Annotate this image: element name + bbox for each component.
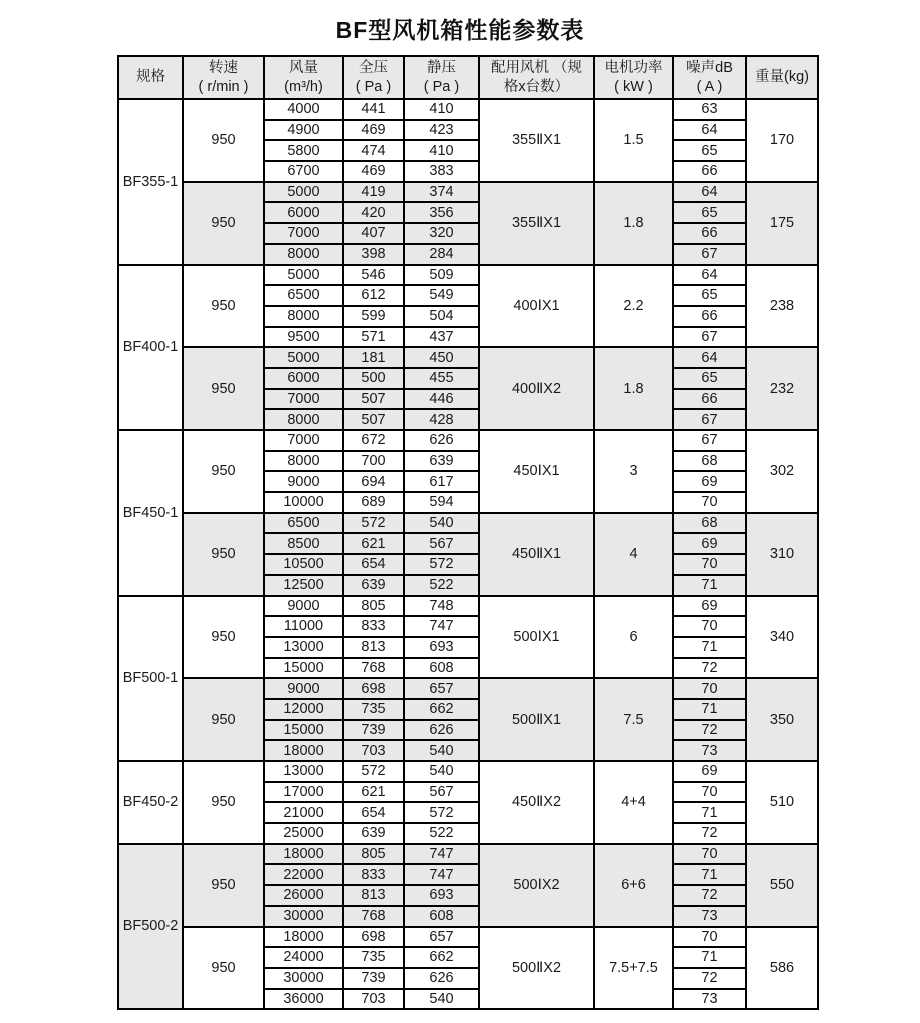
header-label: 静压 [427, 59, 456, 76]
flow-cell: 6500 [264, 513, 343, 534]
flow-cell: 9000 [264, 678, 343, 699]
flow-cell: 8000 [264, 451, 343, 472]
flow-cell: 6700 [264, 161, 343, 182]
noise-cell: 64 [673, 347, 746, 368]
weight-cell: 302 [746, 430, 818, 513]
noise-cell: 68 [673, 513, 746, 534]
static-pressure-cell: 522 [404, 575, 479, 596]
spec-cell: BF450-2 [118, 761, 183, 844]
header-label: ( r/min ) [198, 78, 249, 95]
header-label: 风量 [289, 59, 318, 76]
noise-cell: 71 [673, 637, 746, 658]
power-cell: 6 [594, 596, 673, 679]
noise-cell: 71 [673, 864, 746, 885]
table-row [118, 844, 818, 865]
static-pressure-cell: 572 [404, 802, 479, 823]
total-pressure-cell: 420 [343, 202, 404, 223]
fan-cell: 500ⅡX1 [479, 678, 594, 761]
header-label: 转速 [209, 59, 238, 76]
total-pressure-cell: 469 [343, 161, 404, 182]
noise-cell: 64 [673, 120, 746, 141]
header-label: 噪声dB [686, 59, 733, 76]
total-pressure-cell: 698 [343, 927, 404, 948]
total-pressure-cell: 698 [343, 678, 404, 699]
static-pressure-cell: 549 [404, 285, 479, 306]
noise-cell: 65 [673, 140, 746, 161]
spec-cell: BF500-1 [118, 596, 183, 762]
noise-cell: 71 [673, 575, 746, 596]
table-row [118, 761, 818, 782]
power-cell: 1.8 [594, 347, 673, 430]
noise-cell: 70 [673, 492, 746, 513]
noise-cell: 66 [673, 306, 746, 327]
total-pressure-cell: 621 [343, 782, 404, 803]
weight-cell: 238 [746, 265, 818, 348]
total-pressure-cell: 469 [343, 120, 404, 141]
header-cell-flow [264, 56, 343, 99]
speed-cell: 950 [183, 927, 264, 1010]
fan-cell: 400ⅡX2 [479, 347, 594, 430]
noise-cell: 70 [673, 678, 746, 699]
flow-cell: 9000 [264, 596, 343, 617]
static-pressure-cell: 662 [404, 947, 479, 968]
speed-cell: 950 [183, 513, 264, 596]
header-label: 全压 [359, 59, 388, 76]
noise-cell: 67 [673, 244, 746, 265]
noise-cell: 70 [673, 844, 746, 865]
noise-cell: 64 [673, 182, 746, 203]
noise-cell: 71 [673, 802, 746, 823]
static-pressure-cell: 662 [404, 699, 479, 720]
table-body [118, 99, 818, 1009]
noise-cell: 67 [673, 327, 746, 348]
flow-cell: 8000 [264, 409, 343, 430]
flow-cell: 17000 [264, 782, 343, 803]
flow-cell: 11000 [264, 616, 343, 637]
fan-cell: 450ⅡX1 [479, 513, 594, 596]
header-cell-spec [118, 56, 183, 99]
noise-cell: 65 [673, 202, 746, 223]
static-pressure-cell: 522 [404, 823, 479, 844]
flow-cell: 26000 [264, 885, 343, 906]
total-pressure-cell: 805 [343, 844, 404, 865]
total-pressure-cell: 703 [343, 989, 404, 1010]
flow-cell: 5000 [264, 265, 343, 286]
noise-cell: 70 [673, 554, 746, 575]
static-pressure-cell: 693 [404, 885, 479, 906]
noise-cell: 69 [673, 761, 746, 782]
spec-cell: BF355-1 [118, 99, 183, 265]
total-pressure-cell: 639 [343, 823, 404, 844]
total-pressure-cell: 689 [343, 492, 404, 513]
static-pressure-cell: 320 [404, 223, 479, 244]
power-cell: 2.2 [594, 265, 673, 348]
flow-cell: 24000 [264, 947, 343, 968]
total-pressure-cell: 500 [343, 368, 404, 389]
total-pressure-cell: 419 [343, 182, 404, 203]
flow-cell: 22000 [264, 864, 343, 885]
flow-cell: 8500 [264, 533, 343, 554]
noise-cell: 72 [673, 658, 746, 679]
total-pressure-cell: 612 [343, 285, 404, 306]
total-pressure-cell: 768 [343, 906, 404, 927]
static-pressure-cell: 410 [404, 140, 479, 161]
table-row [118, 513, 818, 534]
flow-cell: 8000 [264, 306, 343, 327]
static-pressure-cell: 657 [404, 927, 479, 948]
flow-cell: 18000 [264, 740, 343, 761]
total-pressure-cell: 833 [343, 616, 404, 637]
total-pressure-cell: 703 [343, 740, 404, 761]
table-row [118, 99, 818, 120]
flow-cell: 15000 [264, 720, 343, 741]
noise-cell: 66 [673, 223, 746, 244]
static-pressure-cell: 747 [404, 616, 479, 637]
total-pressure-cell: 507 [343, 389, 404, 410]
static-pressure-cell: 693 [404, 637, 479, 658]
fan-cell: 450ⅠX1 [479, 430, 594, 513]
total-pressure-cell: 572 [343, 761, 404, 782]
total-pressure-cell: 768 [343, 658, 404, 679]
flow-cell: 4000 [264, 99, 343, 120]
total-pressure-cell: 621 [343, 533, 404, 554]
noise-cell: 67 [673, 409, 746, 430]
total-pressure-cell: 833 [343, 864, 404, 885]
header-label: 格x台数） [503, 78, 570, 95]
static-pressure-cell: 657 [404, 678, 479, 699]
fan-cell: 450ⅡX2 [479, 761, 594, 844]
noise-cell: 73 [673, 740, 746, 761]
static-pressure-cell: 509 [404, 265, 479, 286]
total-pressure-cell: 700 [343, 451, 404, 472]
flow-cell: 9500 [264, 327, 343, 348]
total-pressure-cell: 507 [343, 409, 404, 430]
flow-cell: 12500 [264, 575, 343, 596]
total-pressure-cell: 813 [343, 637, 404, 658]
noise-cell: 72 [673, 968, 746, 989]
flow-cell: 13000 [264, 637, 343, 658]
power-cell: 4 [594, 513, 673, 596]
power-cell: 4+4 [594, 761, 673, 844]
weight-cell: 510 [746, 761, 818, 844]
table-row [118, 265, 818, 286]
speed-cell: 950 [183, 430, 264, 513]
table-row [118, 347, 818, 368]
static-pressure-cell: 383 [404, 161, 479, 182]
table-row [118, 596, 818, 617]
header-label: ( Pa ) [423, 78, 460, 95]
flow-cell: 5000 [264, 182, 343, 203]
header-label: 规格 [136, 69, 165, 86]
speed-cell: 950 [183, 347, 264, 430]
total-pressure-cell: 398 [343, 244, 404, 265]
speed-cell: 950 [183, 596, 264, 679]
fan-cell: 355ⅡX1 [479, 182, 594, 265]
spec-cell: BF450-1 [118, 430, 183, 596]
power-cell: 1.5 [594, 99, 673, 182]
flow-cell: 18000 [264, 927, 343, 948]
noise-cell: 71 [673, 699, 746, 720]
static-pressure-cell: 284 [404, 244, 479, 265]
table-row [118, 678, 818, 699]
total-pressure-cell: 739 [343, 968, 404, 989]
power-cell: 7.5+7.5 [594, 927, 673, 1010]
fan-cell: 500ⅠX2 [479, 844, 594, 927]
total-pressure-cell: 474 [343, 140, 404, 161]
total-pressure-cell: 181 [343, 347, 404, 368]
header-label: ( A ) [696, 78, 723, 95]
power-cell: 3 [594, 430, 673, 513]
static-pressure-cell: 626 [404, 430, 479, 451]
flow-cell: 8000 [264, 244, 343, 265]
total-pressure-cell: 407 [343, 223, 404, 244]
static-pressure-cell: 617 [404, 471, 479, 492]
static-pressure-cell: 567 [404, 533, 479, 554]
flow-cell: 15000 [264, 658, 343, 679]
weight-cell: 350 [746, 678, 818, 761]
flow-cell: 4900 [264, 120, 343, 141]
header-label: 配用风机 （规 [490, 59, 583, 76]
power-cell: 7.5 [594, 678, 673, 761]
total-pressure-cell: 805 [343, 596, 404, 617]
noise-cell: 63 [673, 99, 746, 120]
total-pressure-cell: 739 [343, 720, 404, 741]
total-pressure-cell: 599 [343, 306, 404, 327]
static-pressure-cell: 423 [404, 120, 479, 141]
fan-parameter-table [117, 55, 819, 1010]
weight-cell: 310 [746, 513, 818, 596]
table-row [118, 182, 818, 203]
noise-cell: 66 [673, 161, 746, 182]
header-label: 电机功率 [604, 59, 663, 76]
total-pressure-cell: 654 [343, 554, 404, 575]
speed-cell: 950 [183, 678, 264, 761]
table-row [118, 927, 818, 948]
flow-cell: 30000 [264, 968, 343, 989]
total-pressure-cell: 441 [343, 99, 404, 120]
flow-cell: 7000 [264, 389, 343, 410]
weight-cell: 170 [746, 99, 818, 182]
header-cell-speed [183, 56, 264, 99]
fan-cell: 500ⅠX1 [479, 596, 594, 679]
total-pressure-cell: 654 [343, 802, 404, 823]
total-pressure-cell: 735 [343, 699, 404, 720]
noise-cell: 65 [673, 285, 746, 306]
flow-cell: 6000 [264, 368, 343, 389]
noise-cell: 73 [673, 989, 746, 1010]
flow-cell: 25000 [264, 823, 343, 844]
noise-cell: 69 [673, 471, 746, 492]
header-row [118, 56, 818, 99]
speed-cell: 950 [183, 844, 264, 927]
speed-cell: 950 [183, 182, 264, 265]
static-pressure-cell: 639 [404, 451, 479, 472]
header-cell-noise [673, 56, 746, 99]
noise-cell: 68 [673, 451, 746, 472]
total-pressure-cell: 672 [343, 430, 404, 451]
fan-cell: 355ⅡX1 [479, 99, 594, 182]
header-label: ( Pa ) [355, 78, 392, 95]
header-cell-static-pressure [404, 56, 479, 99]
speed-cell: 950 [183, 99, 264, 182]
flow-cell: 10000 [264, 492, 343, 513]
static-pressure-cell: 567 [404, 782, 479, 803]
noise-cell: 66 [673, 389, 746, 410]
header-cell-power [594, 56, 673, 99]
header-cell-fan [479, 56, 594, 99]
total-pressure-cell: 546 [343, 265, 404, 286]
noise-cell: 72 [673, 720, 746, 741]
header-cell-weight [746, 56, 818, 99]
noise-cell: 69 [673, 596, 746, 617]
weight-cell: 175 [746, 182, 818, 265]
spec-cell: BF500-2 [118, 844, 183, 1010]
noise-cell: 69 [673, 533, 746, 554]
static-pressure-cell: 748 [404, 596, 479, 617]
static-pressure-cell: 450 [404, 347, 479, 368]
speed-cell: 950 [183, 265, 264, 348]
static-pressure-cell: 608 [404, 906, 479, 927]
header-label: ( kW ) [614, 78, 653, 95]
total-pressure-cell: 572 [343, 513, 404, 534]
static-pressure-cell: 540 [404, 989, 479, 1010]
weight-cell: 340 [746, 596, 818, 679]
static-pressure-cell: 540 [404, 513, 479, 534]
table-row [118, 430, 818, 451]
total-pressure-cell: 735 [343, 947, 404, 968]
flow-cell: 36000 [264, 989, 343, 1010]
weight-cell: 232 [746, 347, 818, 430]
noise-cell: 70 [673, 616, 746, 637]
static-pressure-cell: 594 [404, 492, 479, 513]
flow-cell: 6000 [264, 202, 343, 223]
fan-cell: 400ⅠX1 [479, 265, 594, 348]
header-label: (m³/h) [284, 78, 323, 95]
flow-cell: 5000 [264, 347, 343, 368]
flow-cell: 18000 [264, 844, 343, 865]
static-pressure-cell: 504 [404, 306, 479, 327]
flow-cell: 21000 [264, 802, 343, 823]
page-title: BF型风机箱性能参数表 [335, 17, 585, 43]
flow-cell: 13000 [264, 761, 343, 782]
total-pressure-cell: 813 [343, 885, 404, 906]
noise-cell: 73 [673, 906, 746, 927]
header-label: 重量(kg) [755, 69, 809, 86]
static-pressure-cell: 626 [404, 968, 479, 989]
spec-cell: BF400-1 [118, 265, 183, 431]
noise-cell: 64 [673, 265, 746, 286]
static-pressure-cell: 428 [404, 409, 479, 430]
static-pressure-cell: 455 [404, 368, 479, 389]
flow-cell: 9000 [264, 471, 343, 492]
header-cell-total-pressure [343, 56, 404, 99]
noise-cell: 72 [673, 823, 746, 844]
total-pressure-cell: 694 [343, 471, 404, 492]
static-pressure-cell: 540 [404, 761, 479, 782]
static-pressure-cell: 437 [404, 327, 479, 348]
noise-cell: 70 [673, 927, 746, 948]
flow-cell: 5800 [264, 140, 343, 161]
noise-cell: 70 [673, 782, 746, 803]
noise-cell: 67 [673, 430, 746, 451]
static-pressure-cell: 747 [404, 864, 479, 885]
flow-cell: 30000 [264, 906, 343, 927]
power-cell: 6+6 [594, 844, 673, 927]
static-pressure-cell: 446 [404, 389, 479, 410]
flow-cell: 10500 [264, 554, 343, 575]
static-pressure-cell: 608 [404, 658, 479, 679]
fan-cell: 500ⅡX2 [479, 927, 594, 1010]
static-pressure-cell: 356 [404, 202, 479, 223]
static-pressure-cell: 747 [404, 844, 479, 865]
static-pressure-cell: 540 [404, 740, 479, 761]
speed-cell: 950 [183, 761, 264, 844]
weight-cell: 586 [746, 927, 818, 1010]
total-pressure-cell: 571 [343, 327, 404, 348]
flow-cell: 7000 [264, 223, 343, 244]
flow-cell: 7000 [264, 430, 343, 451]
flow-cell: 12000 [264, 699, 343, 720]
weight-cell: 550 [746, 844, 818, 927]
power-cell: 1.8 [594, 182, 673, 265]
static-pressure-cell: 626 [404, 720, 479, 741]
flow-cell: 6500 [264, 285, 343, 306]
total-pressure-cell: 639 [343, 575, 404, 596]
static-pressure-cell: 572 [404, 554, 479, 575]
table-header [118, 56, 818, 99]
noise-cell: 71 [673, 947, 746, 968]
noise-cell: 65 [673, 368, 746, 389]
noise-cell: 72 [673, 885, 746, 906]
static-pressure-cell: 410 [404, 99, 479, 120]
static-pressure-cell: 374 [404, 182, 479, 203]
